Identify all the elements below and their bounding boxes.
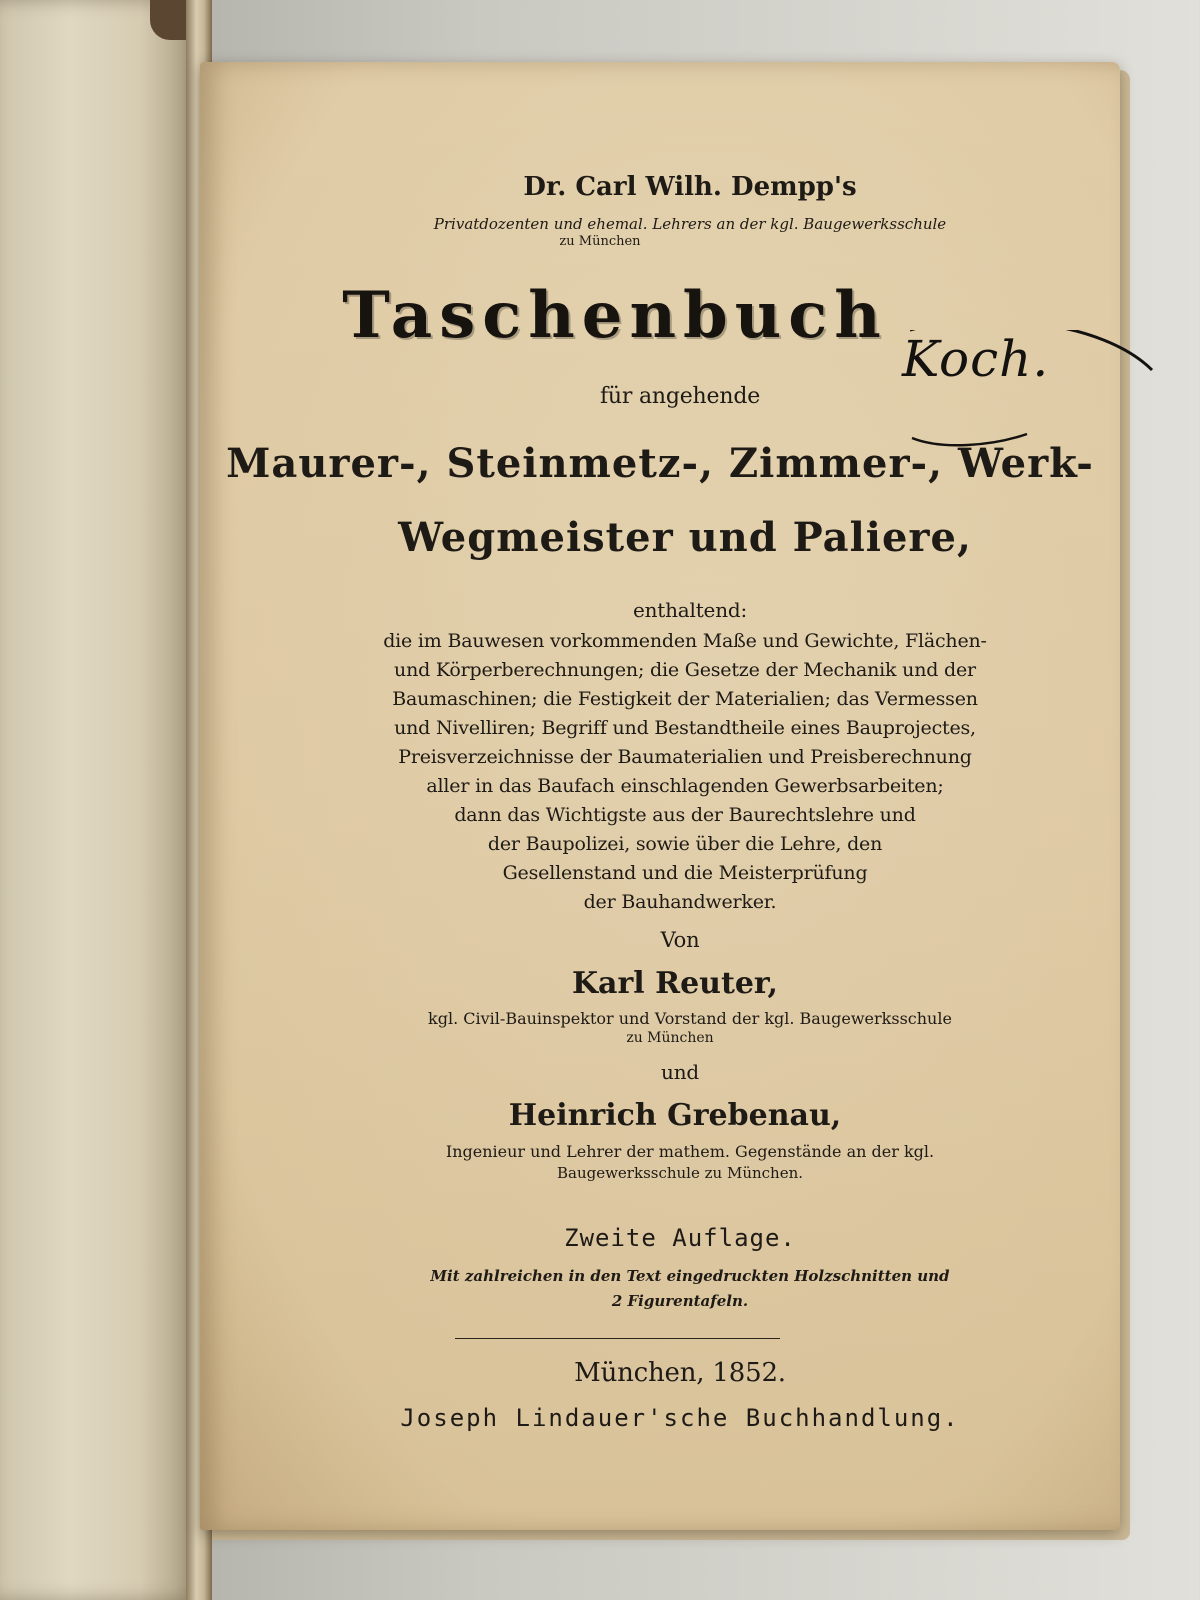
contents-line: Baumaschinen; die Festigkeit der Materialien; das Vermessen bbox=[392, 688, 978, 710]
editor2-city: Baugewerksschule zu München. bbox=[556, 1164, 804, 1182]
contents-line: dann das Wichtigste aus der Baurechtslehre und bbox=[454, 804, 916, 826]
divider-rule bbox=[455, 1338, 780, 1339]
by-label: Von bbox=[660, 928, 700, 952]
author-role: Privatdozenten und ehemal. Lehrers an der kgl. Baugewerksschule bbox=[433, 215, 947, 233]
handwritten-signature bbox=[902, 330, 1049, 388]
trades-line-2: Wegmeister und Paliere, bbox=[398, 514, 972, 561]
publisher: Joseph Lindauer'sche Buchhandlung. bbox=[400, 1404, 960, 1432]
containing-label: enthaltend: bbox=[632, 598, 748, 622]
edition-note-line-1: Mit zahlreichen in den Text eingedruckten Holzschnitten und bbox=[430, 1267, 950, 1285]
author-heading: Dr. Carl Wilh. Dempp's bbox=[523, 172, 857, 202]
title-page-content bbox=[200, 62, 1120, 1530]
place-year: München, 1852. bbox=[574, 1358, 786, 1388]
main-title: Taschenbuch bbox=[342, 278, 888, 353]
contents-line: der Bauhandwerker. bbox=[583, 891, 777, 913]
contents-line: der Baupolizei, sowie über die Lehre, den bbox=[487, 833, 883, 855]
editor1-name: Karl Reuter, bbox=[571, 966, 778, 1001]
edition-label: Zweite Auflage. bbox=[564, 1224, 796, 1252]
editor2-role: Ingenieur und Lehrer der mathem. Gegenstände an der kgl. bbox=[445, 1142, 935, 1161]
title-page bbox=[200, 62, 1120, 1530]
contents-line: die im Bauwesen vorkommenden Maße und Gewichte, Flächen- bbox=[383, 630, 987, 652]
editor1-city: zu München bbox=[626, 1030, 714, 1046]
author-city: zu München bbox=[559, 234, 641, 249]
for-line: für angehende bbox=[599, 384, 761, 409]
editor2-name: Heinrich Grebenau, bbox=[508, 1098, 842, 1133]
editor1-role: kgl. Civil-Bauinspektor und Vorstand der kgl. Baugewerksschule bbox=[428, 1009, 952, 1028]
and-label: und bbox=[661, 1060, 699, 1084]
contents-line: und Nivelliren; Begriff und Bestandtheile eines Bauprojectes, bbox=[394, 717, 976, 739]
contents-line: und Körperberechnungen; die Gesetze der Mechanik und der bbox=[394, 659, 976, 681]
edition-note-line-2: 2 Figurentafeln. bbox=[611, 1292, 749, 1310]
trades-line-1: Maurer-, Steinmetz-, Zimmer-, Werk- bbox=[226, 440, 1094, 487]
handwritten-name: Koch. bbox=[902, 330, 1050, 388]
contents-line: aller in das Baufach einschlagenden Gewerbsarbeiten; bbox=[426, 775, 944, 797]
contents-line: Gesellenstand und die Meisterprüfung bbox=[502, 862, 868, 884]
contents-line: Preisverzeichnisse der Baumaterialien und Preisberechnung bbox=[398, 746, 972, 768]
